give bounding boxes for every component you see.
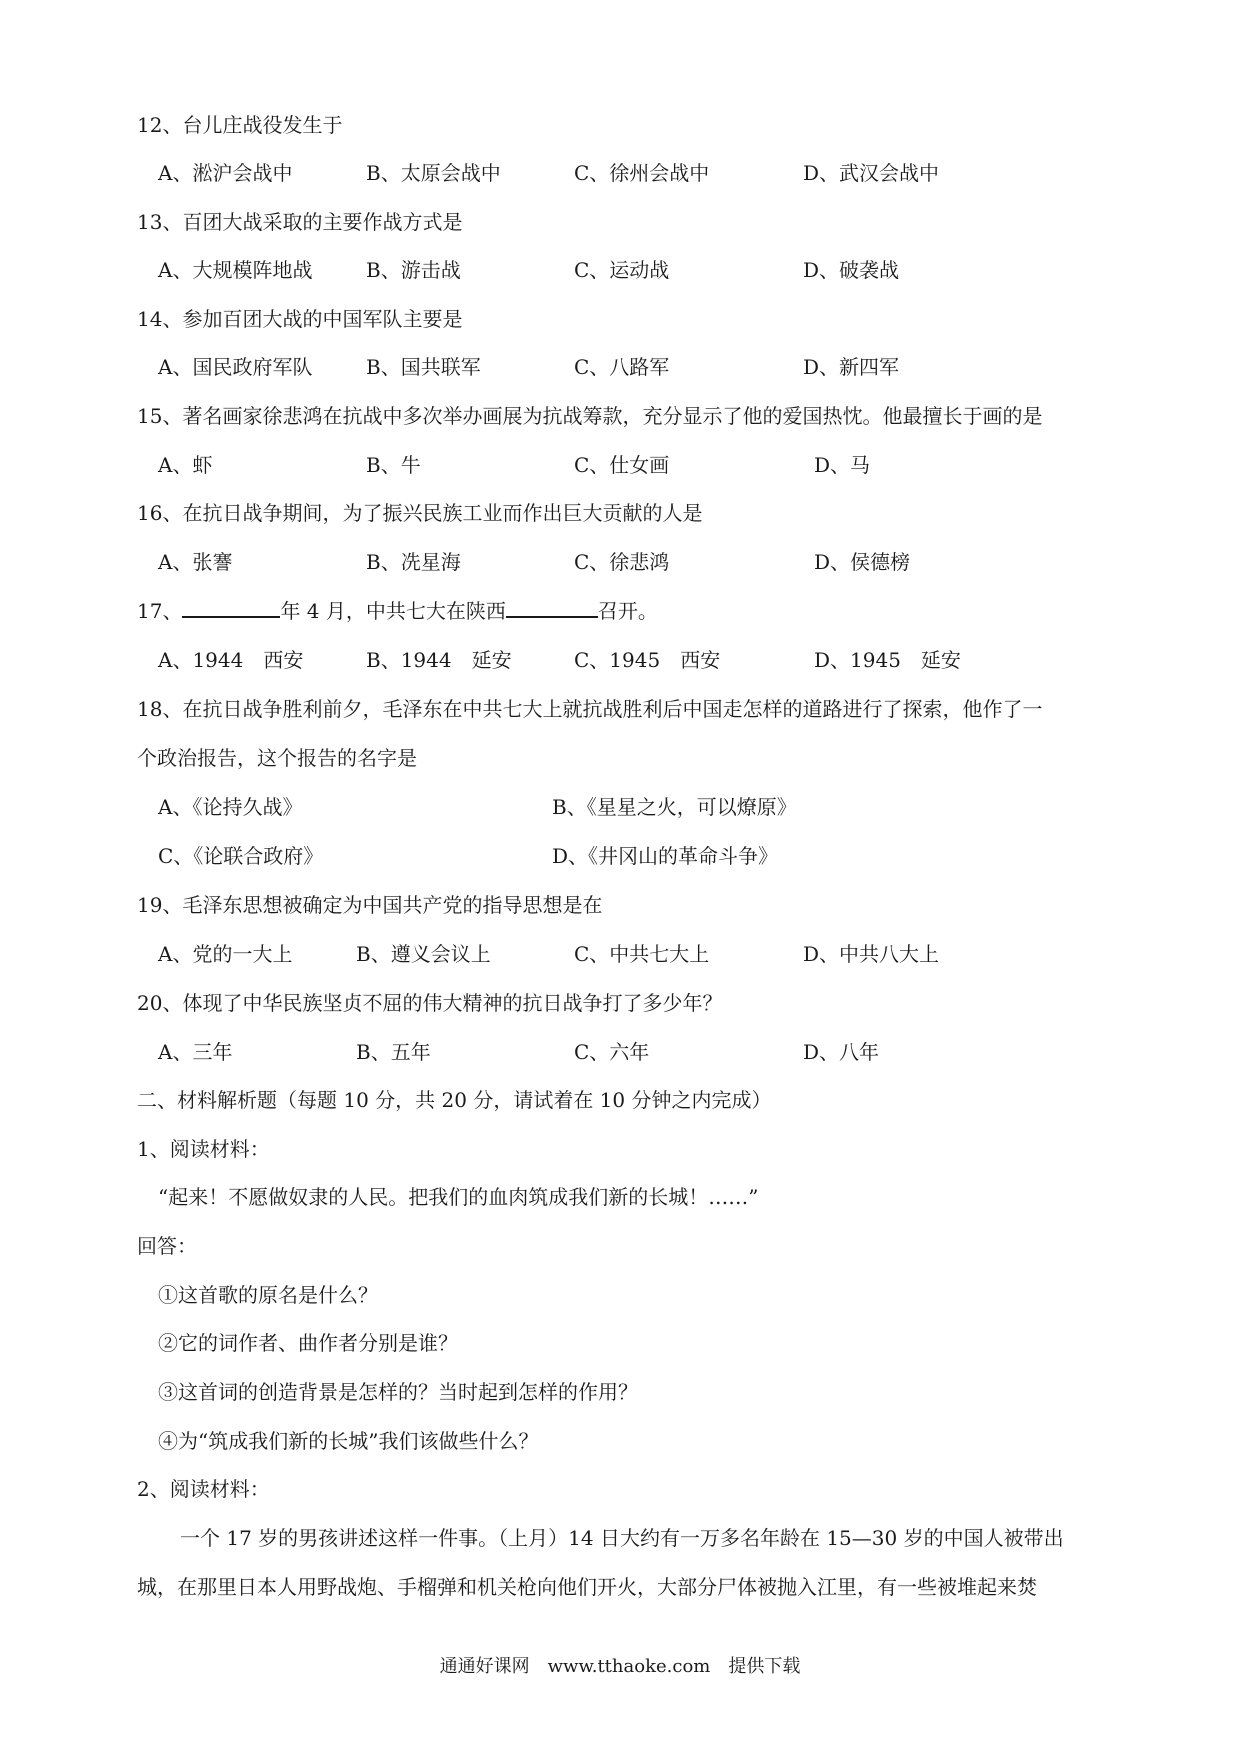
material-1-quote: “起来！不愿做奴隶的人民。把我们的血肉筑成我们新的长城！……” [158, 1185, 759, 1209]
answer-blank-place [506, 598, 598, 618]
question-18-option-c: C、《论联合政府》 [158, 844, 324, 868]
question-19-option-c: C、中共七大上 [574, 942, 710, 966]
question-12-option-a: A、淞沪会战中 [158, 161, 293, 185]
sub-question-3: ③这首词的创造背景是怎样的？当时起到怎样的作用？ [158, 1380, 638, 1404]
question-14-option-b: B、国共联军 [366, 355, 481, 379]
question-20-option-c: C、六年 [574, 1040, 650, 1064]
question-20-option-b: B、五年 [356, 1040, 431, 1064]
answer-label: 回答： [137, 1234, 197, 1258]
material-1-title: 1、阅读材料： [137, 1137, 270, 1161]
sub-question-4: ④为“筑成我们新的长城”我们该做些什么？ [158, 1429, 539, 1453]
page-footer: 通通好课网 www.tthaoke.com 提供下载 [439, 1656, 801, 1677]
question-14-option-c: C、八路军 [574, 355, 670, 379]
question-17-option-a: A、1944 西安 [158, 648, 304, 672]
question-15-stem: 15、著名画家徐悲鸿在抗战中多次举办画展为抗战筹款，充分显示了他的爱国热忱。他最擅长于画的是 [137, 404, 1043, 428]
question-18-stem-line2: 个政治报告，这个报告的名字是 [137, 746, 417, 770]
question-15-option-d: D、马 [814, 453, 871, 477]
question-19-stem: 19、毛泽东思想被确定为中国共产党的指导思想是在 [137, 893, 603, 917]
material-2-paragraph-line1: 一个 17 岁的男孩讲述这样一件事。（上月）14 日大约有一万多名年龄在 15—30 岁的中国人被带出 [180, 1526, 1064, 1550]
question-18-option-d: D、《井冈山的革命斗争》 [552, 844, 779, 868]
question-13-option-c: C、运动战 [574, 258, 670, 282]
question-12-stem: 12、台儿庄战役发生于 [137, 113, 343, 137]
question-12-option-d: D、武汉会战中 [803, 161, 940, 185]
question-19-option-b: B、遵义会议上 [356, 942, 491, 966]
question-17-option-b: B、1944 延安 [366, 648, 512, 672]
question-16-option-d: D、侯德榜 [814, 550, 911, 574]
question-13-stem: 13、百团大战采取的主要作战方式是 [137, 210, 463, 234]
question-18-stem-line1: 18、在抗日战争胜利前夕，毛泽东在中共七大上就抗战胜利后中国走怎样的道路进行了探索，他作了一 [137, 697, 1043, 721]
question-13-option-b: B、游击战 [366, 258, 461, 282]
question-14-stem: 14、参加百团大战的中国军队主要是 [137, 307, 463, 331]
material-2-paragraph-line2: 城，在那里日本人用野战炮、手榴弹和机关枪向他们开火，大部分尸体被抛入江里，有一些被堆起来焚 [137, 1575, 1037, 1599]
question-17-end: 召开。 [597, 599, 658, 623]
section-2-heading: 二、材料解析题（每题 10 分，共 20 分，请试着在 10 分钟之内完成） [137, 1088, 772, 1112]
question-18-option-b: B、《星星之火，可以燎原》 [552, 795, 797, 819]
answer-blank-year [182, 598, 280, 618]
question-18-option-a: A、《论持久战》 [158, 795, 303, 819]
question-17-middle: 年 4 月，中共七大在陕西 [280, 599, 506, 623]
question-17-option-d: D、1945 延安 [814, 648, 961, 672]
question-15-option-a: A、虾 [158, 453, 213, 477]
material-2-title: 2、阅读材料： [137, 1477, 270, 1501]
question-20-option-a: A、三年 [158, 1040, 233, 1064]
question-17-option-c: C、1945 西安 [574, 648, 721, 672]
question-14-option-a: A、国民政府军队 [158, 355, 313, 379]
question-16-option-b: B、冼星海 [366, 550, 461, 574]
question-13-option-d: D、破袭战 [803, 258, 900, 282]
question-20-stem: 20、体现了中华民族坚贞不屈的伟大精神的抗日战争打了多少年？ [137, 991, 723, 1015]
question-16-stem: 16、在抗日战争期间，为了振兴民族工业而作出巨大贡献的人是 [137, 501, 703, 525]
question-17-stem [137, 598, 658, 624]
question-15-option-c: C、仕女画 [574, 453, 670, 477]
question-15-option-b: B、牛 [366, 453, 421, 477]
question-12-option-b: B、太原会战中 [366, 161, 501, 185]
question-16-option-c: C、徐悲鸿 [574, 550, 670, 574]
question-17-number: 17、 [137, 599, 183, 623]
question-14-option-d: D、新四军 [803, 355, 900, 379]
question-19-option-d: D、中共八大上 [803, 942, 940, 966]
sub-question-2: ②它的词作者、曲作者分别是谁？ [158, 1331, 458, 1355]
question-16-option-a: A、张謇 [158, 550, 233, 574]
question-20-option-d: D、八年 [803, 1040, 880, 1064]
question-19-option-a: A、党的一大上 [158, 942, 293, 966]
question-12-option-c: C、徐州会战中 [574, 161, 710, 185]
question-13-option-a: A、大规模阵地战 [158, 258, 313, 282]
sub-question-1: ①这首歌的原名是什么？ [158, 1283, 378, 1307]
